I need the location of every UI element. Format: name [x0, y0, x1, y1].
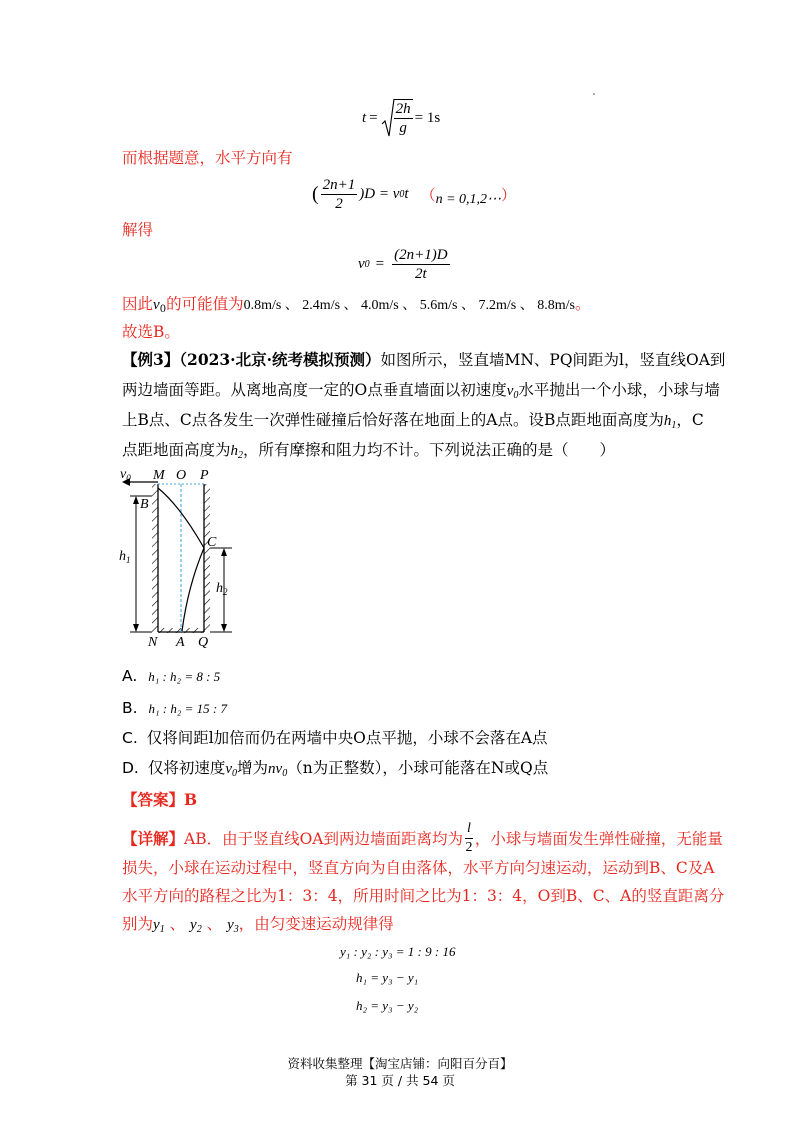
- formula-distance-t: t: [404, 186, 409, 202]
- example-text-3b: ，C: [676, 411, 704, 429]
- formula-time-rhs: = 1s: [414, 109, 441, 126]
- example-text-3a: 上B点、C点各发生一次弹性碰撞后恰好落在地面上的A点。设B点距地面高度为: [122, 411, 664, 429]
- detail-line-2: 损失，小球在运动过程中，竖直方向为自由落体，水平方向匀速运动，运动到B、C及A: [122, 859, 715, 877]
- option-d-text-c: （n为正整数），小球可能落在N或Q点: [287, 759, 549, 777]
- label-P: P: [200, 468, 209, 483]
- text-possible-prefix: 因此: [122, 295, 154, 313]
- detail-text-1a: AB．由于竖直线OA到两边墙面距离均为: [184, 829, 464, 848]
- detail-text-4a: 别为: [122, 915, 154, 933]
- example-text-1: 如图所示，竖直墙MN、PQ间距为l，竖直线OA到: [380, 351, 726, 369]
- label-A: A: [176, 635, 185, 650]
- option-c-text: 仅将间距l加倍而仍在两墙中央O点平抛，小球不会落在A点: [146, 729, 548, 747]
- example-source: （2023·北京·统考模拟预测）: [179, 350, 381, 369]
- option-d-text-b: 增为: [237, 759, 269, 777]
- figure-wall-diagram: [120, 468, 250, 648]
- example-line-2: 两边墙面等距。从离地高度一定的O点垂直墙面以初速度$v_0$水平抛出一个小球，小球与墙: [122, 381, 720, 401]
- label-O: O: [176, 468, 187, 483]
- equation-ratio: y₁ : y₂ : y₃ = 1 : 9 : 16: [340, 944, 456, 959]
- right-wall: [204, 484, 210, 632]
- example-line-1: [122, 350, 725, 370]
- option-b: [122, 698, 227, 719]
- answer: 【答案】B: [122, 790, 198, 809]
- option-a: [122, 666, 220, 687]
- detail-text-1b: ，小球与墙面发生弹性碰撞，无能量: [474, 829, 723, 848]
- formula-v0-sub: 0: [364, 259, 370, 270]
- formula-distance-num: 2n+1: [322, 177, 356, 193]
- option-d-text-a: 仅将初速度: [147, 759, 226, 777]
- text-solve: 解得: [122, 221, 154, 239]
- detail-text-4b: ，由匀变速运动规律得: [238, 915, 394, 933]
- detail-line-4: 别为$y_1$ 、 $y_2$ 、 $y_3$，由匀变速运动规律得: [122, 915, 394, 935]
- text-possible-values: [122, 294, 590, 320]
- label-N: N: [148, 635, 158, 650]
- detail-line-1: 【详解】 AB．由于竖直线OA到两边墙面距离均为 $\frac{l}{2}$ ，小球与墙面发生弹性碰撞，无能量: [122, 821, 723, 855]
- text-possible-end: 。: [574, 295, 591, 313]
- label-Q: Q: [198, 635, 209, 650]
- formula-distance-rest: )D = v: [359, 186, 400, 202]
- formula-distance-den: 2: [335, 196, 343, 212]
- text-possible-sub: 0: [159, 304, 167, 315]
- detail-tag: 【详解】: [122, 828, 185, 848]
- option-c-letter: C.: [122, 729, 138, 747]
- page-speck: [593, 93, 595, 95]
- label-M: M: [153, 468, 165, 483]
- option-d-letter: D.: [122, 759, 139, 777]
- equation-h1: h₁ = y₃ − y₁: [356, 970, 419, 985]
- formula-distance-cond: n = 0,1,2⋯: [435, 192, 502, 207]
- footer-source: 资料收集整理【淘宝店铺：向阳百分百】: [287, 1056, 513, 1071]
- example-text-4a: 点距地面高度为: [122, 441, 231, 459]
- formula-v0-den: 2t: [415, 266, 427, 282]
- example-tag: 【例3】: [122, 350, 180, 369]
- label-h1: $h_1$: [119, 549, 131, 565]
- option-a-letter: A.: [122, 667, 138, 685]
- formula-distance-sub: 0: [399, 189, 405, 200]
- label-h2: $h_2$: [216, 581, 228, 597]
- label-v0: $v_0$: [120, 467, 131, 483]
- text-possible-values-list: 0.8m/s 、 2.4m/s 、 4.0m/s 、 5.6m/s 、 7.2m/s 、 8.8m/s: [243, 298, 575, 313]
- option-b-text: h₁ : h₂ = 15 : 7: [148, 701, 227, 716]
- example-line-3: 上B点、C点各发生一次弹性碰撞后恰好落在地面上的A点。设B点距地面高度为$h_1$，C: [122, 411, 704, 431]
- formula-v0: [358, 246, 452, 283]
- left-wall: [152, 484, 158, 632]
- option-a-text: h₁ : h₂ = 8 : 5: [148, 669, 221, 684]
- footer-page-number: 第 31 页 / 共 54 页: [345, 1073, 455, 1088]
- text-choose: 故选B。: [122, 323, 180, 341]
- equation-h2: h₂ = y₃ − y₂: [356, 998, 419, 1013]
- formula-time-den: g: [399, 120, 407, 136]
- example-text-2b: 水平抛出一个小球，小球与墙: [518, 381, 720, 399]
- option-d: D. 仅将初速度$v_0$增为$nv_0(n$为正整数），小球可能落在N或Q点: [122, 759, 549, 779]
- formula-distance: ( $\frac{2n+1}{2}$ )D = v 0 t （ n = 0,1,2⋯ ）: [312, 177, 517, 212]
- text-possible-mid: 的可能值为: [166, 295, 244, 313]
- detail-line-3: 水平方向的路程之比为1：3：4，所用时间之比为1：3：4，O到B、C、A的竖直距离分: [122, 887, 725, 905]
- formula-time-num: 2h: [395, 101, 411, 117]
- example-text-2a: 两边墙面等距。从离地高度一定的O点垂直墙面以初速度: [122, 381, 507, 399]
- text-horizontal: 而根据题意，水平方向有: [122, 149, 293, 167]
- example-line-4: 点距地面高度为$h_2$，所有摩擦和阻力均不计。下列说法正确的是（ ）: [122, 441, 616, 461]
- sqrt-icon: [381, 98, 395, 138]
- label-C: C: [207, 535, 217, 550]
- text-possible-var: v: [153, 297, 160, 313]
- formula-v0-eq: =: [375, 256, 385, 272]
- example-text-4b: ，所有摩擦和阻力均不计。下列说法正确的是（ ）: [243, 441, 616, 459]
- formula-v0-num: (2n+1)D: [394, 247, 448, 263]
- option-b-letter: B.: [122, 699, 138, 717]
- option-c: [122, 728, 548, 748]
- label-B: B: [140, 497, 149, 512]
- formula-time: t = $\frac{2h}{g}$ = 1s: [362, 98, 440, 138]
- formula-v0-lhs: v: [358, 256, 365, 272]
- formula-time-lhs: t: [362, 109, 367, 126]
